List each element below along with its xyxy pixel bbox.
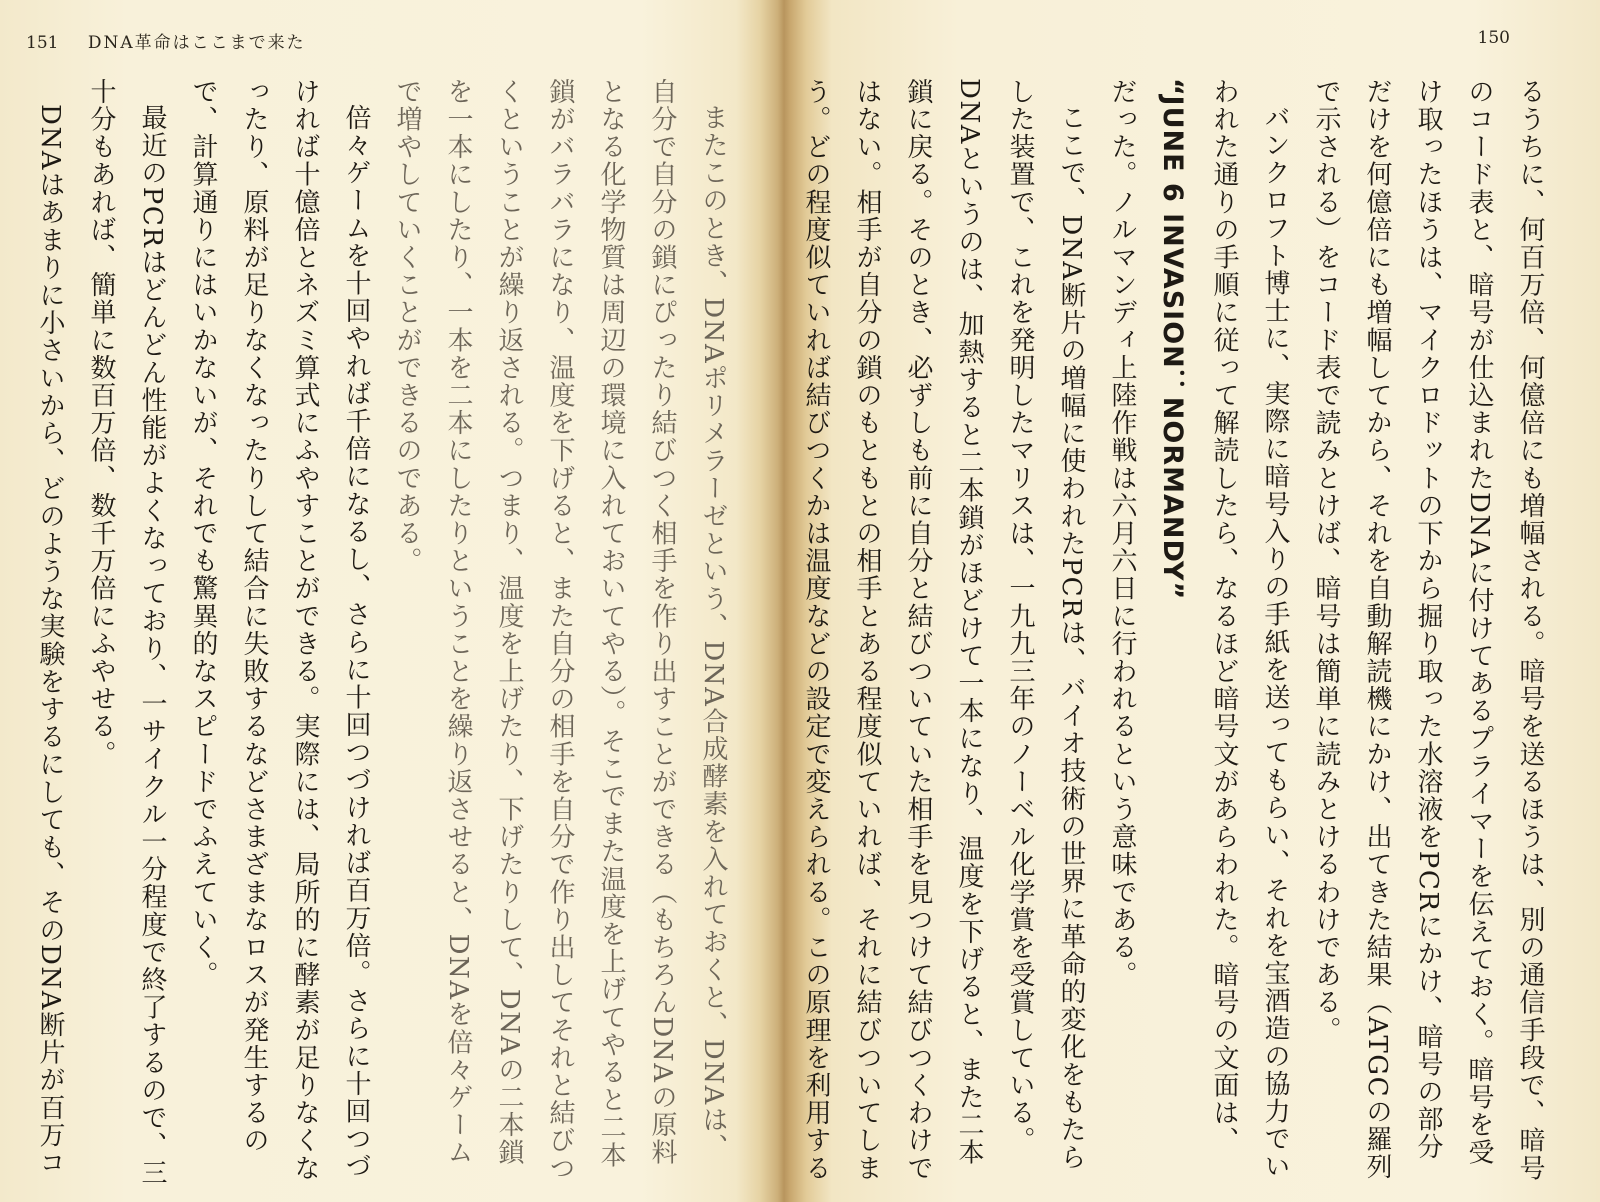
page-number-151: 151: [26, 33, 59, 53]
paragraph-code-amplification: るうちに、何百万倍、何億倍にも増幅される。暗号を送るほうは、別の通信手段で、暗号のコード表と、暗号が仕込まれたDNAに付けてあるプライマーを伝えておく。暗号を受け取ったほうは、マイクロドットの下から掘り取った水溶液をPCRにかけ、暗号の部分だけを何億倍にも増幅してから、それを自動解読機にかけ、出てきた結果（ATGCの羅列で示される）をコード表で読みとけば、暗号は簡単に読みとけるわけである。: [1311, 78, 1545, 1182]
paragraph-doubling-game: 倍々ゲームを十回やれば千倍になるし、さらに十回つづければ百万倍。さらに十回つづければ十億倍とネズミ算式にふやすことができる。実際には、局所的に酵素が足りなくなったり、原料が足りなくなったりして結合に失敗するなどさまざまなロスが発生するので、計算通りにはいかないが、それでも驚異的なスピードでふえていく。: [188, 78, 371, 1182]
left-page-body-text: [18, 78, 738, 1188]
paragraph-pcr-performance: 最近のPCRはどんどん性能がよくなっており、一サイクル一分程度で終了するので、三十分もあれば、簡単に数百万倍、数千万倍にふやせる。: [86, 78, 167, 1187]
left-page-header: [26, 28, 306, 53]
right-page: [770, 0, 1600, 1202]
right-page-body-text: [790, 78, 1555, 1188]
paragraph-bancroft-decode: バンクロフト博士に、実際に暗号入りの手紙を送ってもらい、それを宝酒造の協力でいわれた通りの手順に従って解読したら、なるほど暗号文があらわれた。暗号の文面は、: [1209, 78, 1290, 1181]
page-number-150: 150: [1477, 28, 1510, 48]
right-page-header: [1478, 28, 1510, 48]
running-title: DNA革命はここまで来た: [87, 33, 306, 53]
paragraph-pcr-invention: ここで、DNA断片の増幅に使われたPCRは、バイオ技術の世界に革命的変化をもたらした装置で、これを発明したマリスは、一九九三年のノーベル化学賞を受賞している。DNAというのは、加熱すると二本鎖がほどけて一本になり、温度を下げると、また二本鎖に戻る。そのとき、必ずしも前に自分と結びついていた相手を見つけて結びつくわけではない。相手が自分の鎖のもともとの相手とある程度似ていれば、それに結びついてしまう。どの程度似ていれば結びつくかは温度などの設定で変えられる。この原理を利用する: [801, 78, 1086, 1182]
decoded-message-heading: “JUNE 6 INVASION：NORMANDY”: [1157, 78, 1188, 601]
paragraph-pcr-automation: DNAはあまりに小さいから、どのような実験をするにしても、そのDNA断片が百万コ: [35, 104, 65, 1177]
left-page: [0, 0, 770, 1202]
paragraph-pcr-polymerase: またこのとき、DNAポリメラーゼという、DNA合成酵素を入れておくと、DNAは、自分で自分の鎖にぴったり結びつく相手を作り出すことができる（もちろんDNAの原料となる化学物質は周辺の環境に入れておいてやる）。そこでまた温度を上げてやると二本鎖がバラバラになり、温度を下げると、また自分の相手を自分で作り出してそれと結びつくということが繰り返される。つまり、温度を上げたり、下げたりして、DNAの二本鎖を一本にしたり、一本を二本にしたりということを繰り返させると、DNAを倍々ゲームで増やしていくことができるのである。: [392, 78, 728, 1182]
paragraph-normandy-meaning: だった。ノルマンディ上陸作戦は六月六日に行われるという意味である。: [1107, 78, 1137, 989]
